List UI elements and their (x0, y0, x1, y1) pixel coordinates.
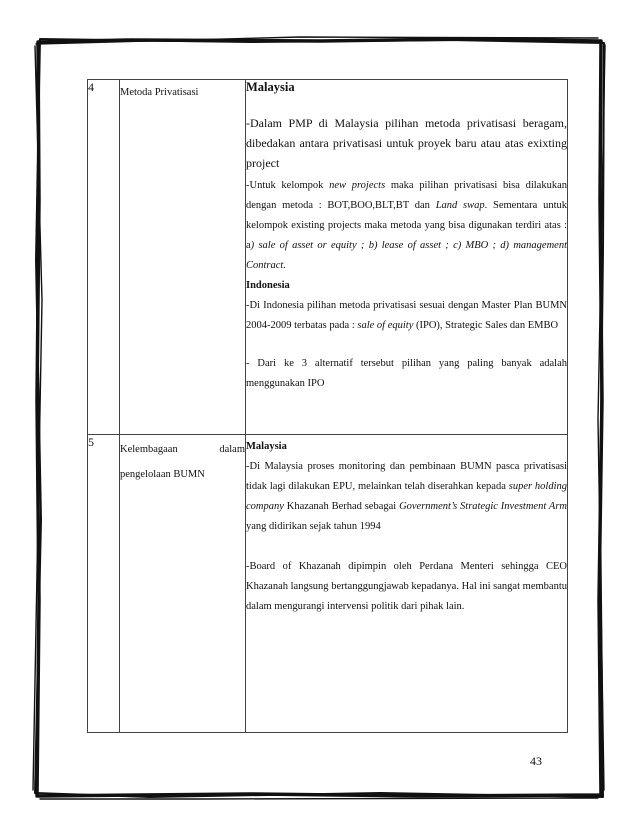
table-row (88, 80, 568, 435)
paragraph: -Untuk kelompok new projects maka pilihan privatisasi bisa dilakukan dengan metoda : BOT,BOO,BLT,BT dan Land swap. Sementara untuk kelompok existing projects maka metoda yang bisa digunakan terdiri atas : a) sale of asset or equity ; b) lease of asset ; c) MBO ; d) management Contract. (246, 180, 567, 271)
aspect-cell (120, 80, 246, 435)
content-table (87, 79, 568, 733)
row-number: 5 (88, 435, 120, 733)
row-number: 4 (88, 80, 120, 435)
paragraph: -Dalam PMP di Malaysia pilihan metoda privatisasi beragam, dibedakan antara privatisasi untuk proyek baru atau atas exixting project (246, 116, 567, 170)
aspect-label-line: Kelembagaan dalam (120, 444, 245, 455)
table-row (88, 435, 568, 733)
section-heading-malaysia: Malaysia (246, 80, 295, 94)
spacer (246, 537, 567, 557)
aspect-cell (120, 435, 246, 733)
aspect-label-line: pengelolaan BUMN (120, 469, 205, 480)
section-heading-indonesia: Indonesia (246, 280, 290, 291)
paragraph: -Di Indonesia pilihan metoda privatisasi sesuai dengan Master Plan BUMN 2004-2009 terbatas pada : sale of equity (IPO), Strategic Sales dan EMBO (246, 300, 567, 331)
description-cell (246, 80, 568, 435)
paragraph: - Dari ke 3 alternatif tersebut pilihan yang paling banyak adalah menggunakan IPO (246, 358, 567, 389)
aspect-label: Metoda Privatisasi (120, 87, 199, 98)
section-heading-malaysia: Malaysia (246, 441, 287, 452)
paragraph: -Di Malaysia proses monitoring dan pembinaan BUMN pasca privatisasi tidak lagi dilakukan EPU, melainkan telah diserahkan kepada super holding company Khazanah Berhad sebagai Government’s Strategic Investment Arm yang didirikan sejak tahun 1994 (246, 461, 567, 532)
spacer (246, 336, 567, 354)
description-cell (246, 435, 568, 733)
page-number: 43 (530, 754, 542, 768)
paragraph: -Board of Khazanah dipimpin oleh Perdana Menteri sehingga CEO Khazanah langsung bertanggungjawab kepadanya. Hal ini sangat membantu dalam mengurangi intervensi politik dari pihak lain. (246, 561, 567, 612)
